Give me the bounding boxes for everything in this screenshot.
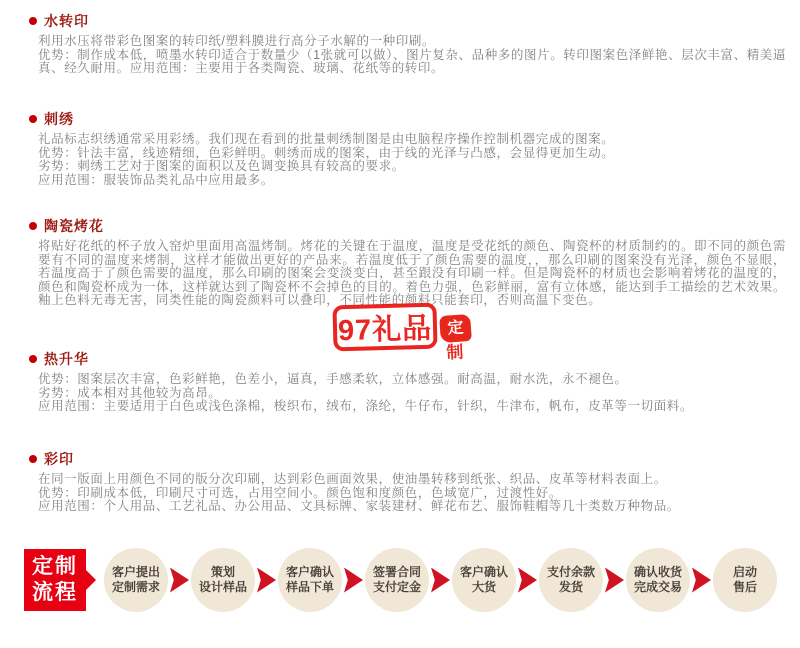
section-paragraph: 在同一版面上用颜色不同的版分次印刷，达到彩色画面效果，使油墨转移到纸张、织品、皮革等材料表面上。 xyxy=(38,472,667,486)
flow-step-8 xyxy=(713,548,777,612)
section-body xyxy=(38,35,786,76)
step-label: 客户确认 xyxy=(459,565,508,579)
step-label: 支付定金 xyxy=(372,580,421,594)
arrow-right-icon xyxy=(518,568,537,593)
section-title: 彩印 xyxy=(44,451,74,467)
step-label: 定制需求 xyxy=(111,580,160,594)
section-paragraph: 优势：图案层次丰富，色彩鲜艳，色差小，逼真，手感柔软，立体感强。耐高温，耐水洗，永不褪色。 xyxy=(38,372,628,386)
seal-char-bottom: 制 xyxy=(446,342,464,363)
section-ceramic-baking xyxy=(29,217,786,308)
step-label: 样品下单 xyxy=(285,580,334,594)
step-label: 客户确认 xyxy=(285,565,334,579)
flow-step-2 xyxy=(191,548,255,612)
section-paragraph: 应用范围：主要适用于白色或浅色涤棉，梭织布，绒布，涤纶，牛仔布，针织，牛津布，帆布，皮革等一切面料。 xyxy=(38,399,694,414)
section-paragraph: 应用范围：服装饰品类礼品中应用最多。 xyxy=(38,172,274,187)
section-title: 热升华 xyxy=(44,351,89,367)
flow-title-line: 定制 xyxy=(32,555,78,578)
step-label: 设计样品 xyxy=(198,580,247,594)
section-header xyxy=(29,450,786,468)
section-paragraph: 将贴好花纸的杯子放入窑炉里面用高温烤制。烤花的关键在于温度，温度是受花纸的颜色、陶瓷杯的材质制约的。即不同的颜色需要有不同的温度来烤制，这样才能做出更好的产品来。若温度低于了颜色需要的温度，，那么印刷的图案没有光泽，颜色不显眼，若温度高于了颜色需要的温度，那么印刷的图案会变淡变白，甚至跟没有印刷一样。但是陶瓷杯的材质也会影响着烤花的温度的，颜色和陶瓷杯成为一体，这样就达到了陶瓷杯不会掉色的目的。着色力强，色彩鲜丽，富有立体感，能达到手工描绘的艺术效果。釉上色料无毒无害，同类性能的陶瓷颜料可以叠印，不同性能的颜料只能套印，否则高温下变色。 xyxy=(38,239,786,308)
section-title: 刺绣 xyxy=(44,111,74,127)
section-paragraph: 应用范围：个人用品、工艺礼品、办公用品、文具标牌、家装建材、鲜花布艺、服饰鞋帽等几十类数万种物品。 xyxy=(38,499,680,514)
bullet-icon xyxy=(29,17,37,25)
step-label: 签署合同 xyxy=(372,565,421,579)
flow-step-4 xyxy=(365,548,429,612)
section-title: 水转印 xyxy=(44,13,89,29)
flow-step-1 xyxy=(104,548,168,612)
section-paragraph: 优势：制作成本低，喷墨水转印适合于数量少（1张就可以做）、图片复杂、品种多的图片。转印图案色泽鲜艳、层次丰富、精美逼真、经久耐用。应用范围：主要用于各类陶瓷、玻璃、花纸等的转印。 xyxy=(38,47,787,76)
section-paragraph: 优势：印刷成本低，印刷尺寸可选，占用空间小。颜色饱和度颜色，色域宽广，过渡性好。 xyxy=(38,485,563,500)
custom-process-flow xyxy=(24,548,790,612)
bullet-icon xyxy=(29,222,37,230)
step-label: 策划 xyxy=(210,565,235,579)
flow-step-7 xyxy=(626,548,690,612)
section-body xyxy=(38,240,786,308)
section-color-printing xyxy=(29,450,786,514)
section-body xyxy=(38,473,786,514)
watermark-seal-icon xyxy=(438,315,472,362)
flow-title-line: 流程 xyxy=(32,581,78,604)
section-water-transfer xyxy=(29,12,786,76)
section-header xyxy=(29,12,786,30)
arrow-right-icon xyxy=(605,568,624,593)
section-paragraph: 劣势：成本相对其他较为高昂。 xyxy=(38,385,222,400)
flow-step-5 xyxy=(452,548,516,612)
step-label: 客户提出 xyxy=(111,565,160,579)
section-title: 陶瓷烤花 xyxy=(44,218,104,234)
step-label: 大货 xyxy=(471,580,496,594)
section-paragraph: 礼品标志织绣通常采用彩绣。我们现在看到的批量刺绣制图是由电脑程序操作控制机器完成的图案。 xyxy=(38,132,615,146)
bullet-icon xyxy=(29,115,37,123)
section-header xyxy=(29,350,786,368)
section-body xyxy=(38,373,786,414)
step-label: 售后 xyxy=(732,580,757,594)
step-label: 完成交易 xyxy=(633,580,682,594)
section-header xyxy=(29,217,786,235)
arrow-right-icon xyxy=(431,568,450,593)
watermark-logo: 97礼品 xyxy=(332,303,437,352)
section-paragraph: 利用水压将带彩色图案的转印纸/塑料膜进行高分子水解的一种印刷。 xyxy=(38,34,436,48)
section-paragraph: 优势：针法丰富，线迹精细，色彩鲜明。刺绣而成的图案，由于线的光泽与凸感，会显得更加生动。 xyxy=(38,145,615,160)
step-label: 确认收货 xyxy=(633,565,682,579)
section-body xyxy=(38,133,786,187)
flow-step-3 xyxy=(278,548,342,612)
arrow-right-icon xyxy=(692,568,711,593)
step-label: 支付余款 xyxy=(546,565,595,579)
arrow-right-icon xyxy=(344,568,363,593)
section-thermal-sublimation xyxy=(29,350,786,414)
flow-step-6 xyxy=(539,548,603,612)
step-label: 启动 xyxy=(732,565,757,579)
step-label: 发货 xyxy=(558,580,583,594)
arrow-right-icon xyxy=(170,568,189,593)
section-header xyxy=(29,110,786,128)
section-paragraph: 劣势：刺绣工艺对于图案的面积以及色调变换具有较高的要求。 xyxy=(38,159,405,174)
flow-title-block xyxy=(24,549,86,611)
seal-char-top: 定 xyxy=(439,314,472,343)
section-embroidery xyxy=(29,110,786,187)
arrow-right-icon xyxy=(257,568,276,593)
bullet-icon xyxy=(29,455,37,463)
bullet-icon xyxy=(29,355,37,363)
